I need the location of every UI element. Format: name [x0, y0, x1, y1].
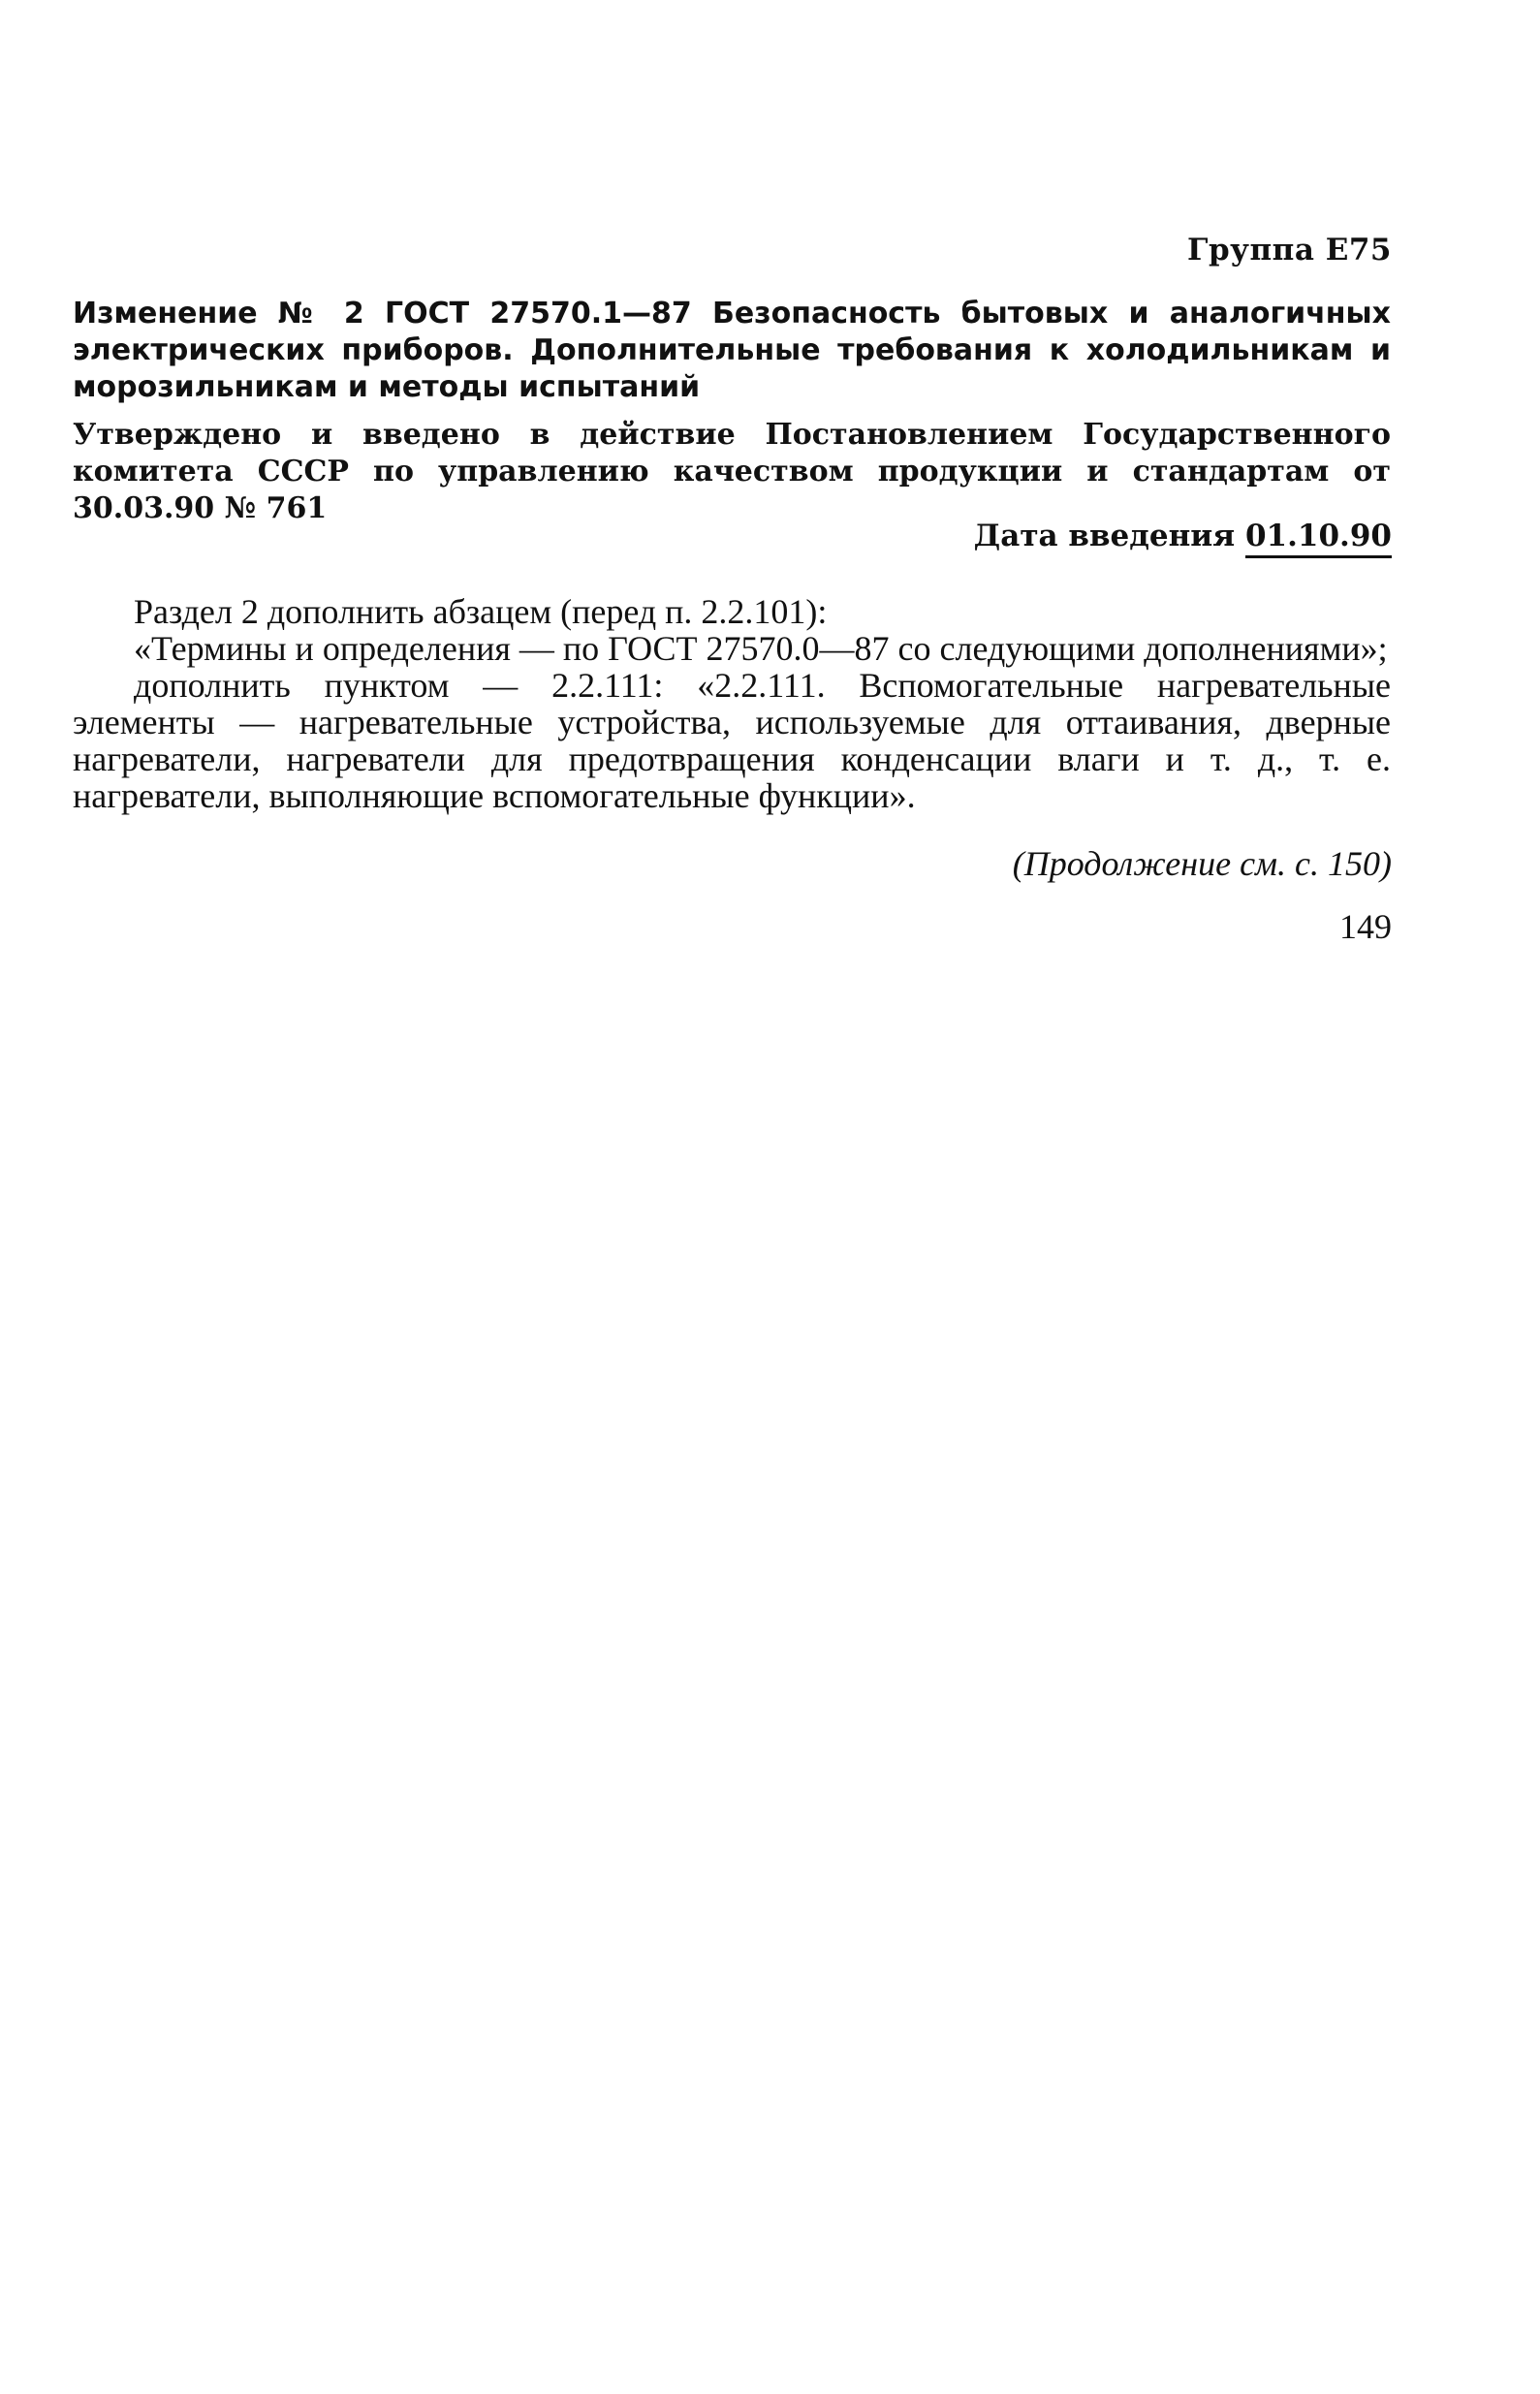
body-paragraph-2: «Термины и определения — по ГОСТ 27570.0—87 со следующими дополнениями»; — [134, 629, 1388, 668]
effective-date-value: 01.10.90 — [1245, 519, 1392, 558]
approval-statement: Утверждено и введено в действие Постановлением Государственного комитета СССР по управлению качеством продукции и стандартам от 30.03.90 № 761 — [73, 418, 1391, 525]
body-paragraph-1: Раздел 2 дополнить абзацем (перед п. 2.2.101): — [134, 592, 828, 631]
page-number: 149 — [1339, 907, 1392, 946]
continuation-note: (Продолжение см. с. 150) — [1012, 844, 1392, 883]
amendment-title: Изменение № 2 ГОСТ 27570.1—87 Безопасность бытовых и аналогичных электрических приборов. Дополнительные требования к холодильникам и морозильникам и методы испытаний — [73, 297, 1391, 404]
amendment-body — [73, 593, 1391, 814]
effective-date-line — [974, 519, 1392, 553]
effective-date-label: Дата введения — [973, 519, 1236, 553]
group-code: Группа Е75 — [1187, 233, 1392, 268]
body-paragraph-3: дополнить пунктом — 2.2.111: «2.2.111. Вспомогательные нагревательные элементы — нагревательные устройства, используемые для оттаивания, дверные нагреватели, нагреватели для предотвращения конденсации влаги и т. д., т. е. нагреватели, выполняющие вспомогательные функции». — [73, 666, 1391, 815]
